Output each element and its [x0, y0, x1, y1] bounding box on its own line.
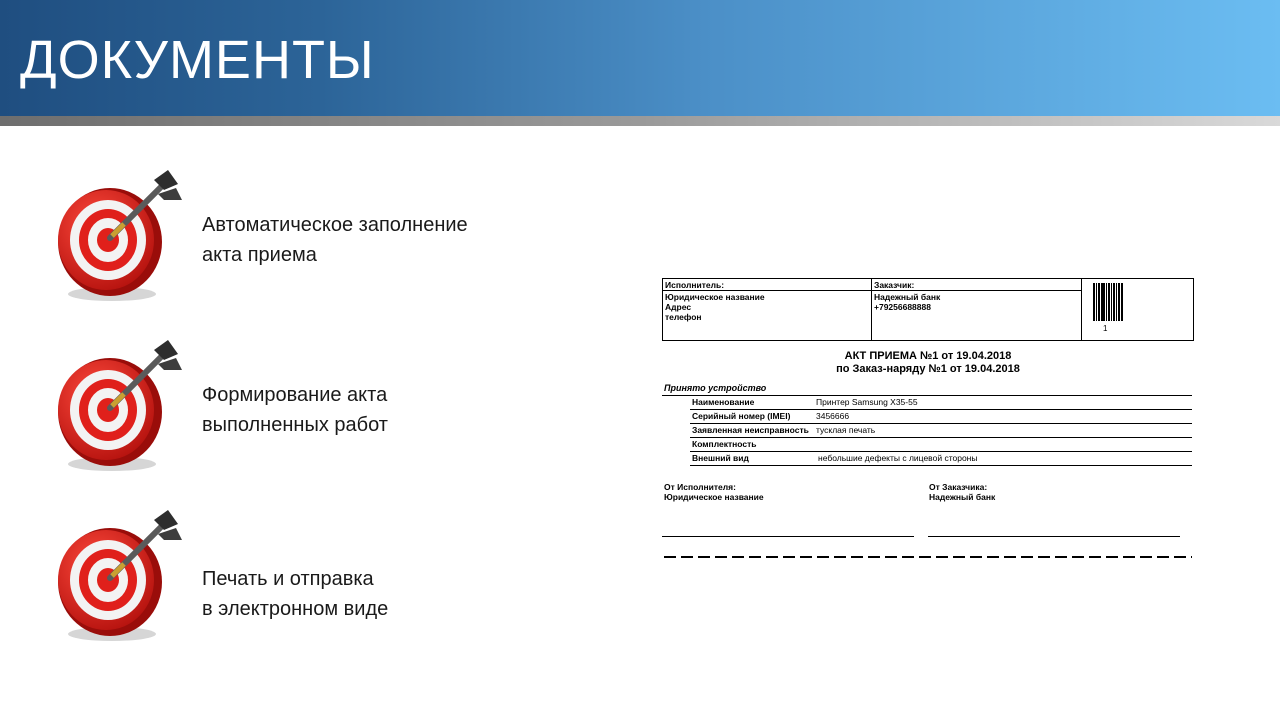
feature-work-act: [50, 336, 530, 476]
table-row: [690, 438, 1192, 452]
from-customer-name: Надежный банк: [929, 492, 996, 502]
row-value: небольшие дефекты с лицевой стороны: [818, 453, 978, 463]
document-title-line1: АКТ ПРИЕМА №1 от 19.04.2018: [844, 350, 1012, 362]
feature-print-send-line2: в электронном виде: [202, 598, 389, 620]
cut-line: [664, 556, 1192, 558]
executor-phone: телефон: [665, 312, 702, 322]
document-title-line2: по Заказ-наряду №1 от 19.04.2018: [836, 363, 1020, 375]
feature-autofill-line1: Автоматическое заполнение: [202, 214, 468, 236]
page-title: ДОКУМЕНТЫ: [20, 30, 375, 90]
feature-print-send-line1: Печать и отправка: [202, 568, 374, 590]
row-key: Серийный номер (IMEI): [692, 411, 791, 421]
from-executor-label: От Исполнителя:: [664, 482, 736, 492]
row-key: Комплектность: [692, 439, 757, 449]
feature-work-act-line2: выполненных работ: [202, 414, 388, 436]
row-key: Наименование: [692, 397, 755, 407]
row-key: Внешний вид: [692, 453, 749, 463]
header-divider: [0, 116, 1280, 126]
from-customer-label: От Заказчика:: [929, 482, 988, 492]
table-row: [690, 424, 1192, 438]
from-executor-name: Юридическое название: [664, 492, 764, 502]
accepted-device-label: Принято устройство: [664, 383, 767, 393]
row-key: Заявленная неисправность: [692, 425, 809, 435]
header-banner: [0, 0, 1280, 116]
row-value: Принтер Samsung X35-55: [816, 397, 918, 407]
document-header-box: [662, 278, 1194, 341]
barcode-number: 1: [1103, 324, 1108, 333]
customer-name: Надежный банк: [874, 292, 941, 302]
dart-target-icon: [50, 166, 190, 306]
table-row: [690, 396, 1192, 410]
barcode-icon: [1093, 283, 1123, 321]
acceptance-act-document: [662, 278, 1194, 568]
feature-autofill-line2: акта приема: [202, 244, 317, 266]
row-value: 3456666: [816, 411, 850, 421]
customer-label: Заказчик:: [874, 280, 915, 290]
dart-target-icon: [50, 506, 190, 646]
feature-work-act-line1: Формирование акта: [202, 384, 388, 406]
executor-signature-line: [662, 536, 914, 537]
customer-signature-line: [928, 536, 1180, 537]
feature-autofill: [50, 166, 530, 306]
feature-print-send: [50, 506, 530, 646]
executor-label: Исполнитель:: [665, 280, 725, 290]
table-row: [690, 410, 1192, 424]
customer-phone: +79256688888: [874, 302, 931, 312]
table-row: [690, 452, 1192, 466]
dart-target-icon: [50, 336, 190, 476]
executor-address: Адрес: [665, 302, 692, 312]
row-value: тусклая печать: [816, 425, 876, 435]
executor-legal-name: Юридическое название: [665, 292, 765, 302]
